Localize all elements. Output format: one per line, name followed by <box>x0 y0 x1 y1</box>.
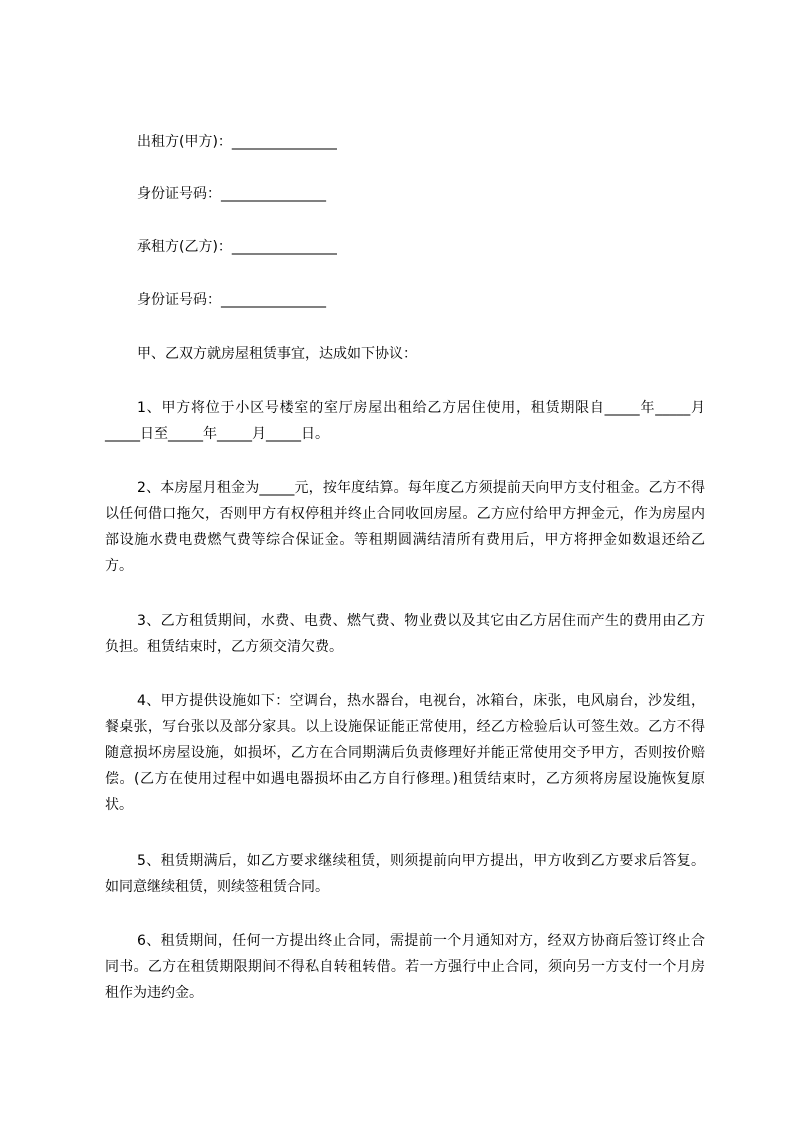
clause-3: 3、乙方租赁期间，水费、电费、燃气费、物业费以及其它由乙方居住而产生的费用由乙方负担。租赁结束时，乙方须交清欠费。 <box>105 613 705 655</box>
clause-1: 1、甲方将位于小区号楼室的室厅房屋出租给乙方居住使用，租赁期限自_____年_____月_____日至_____年_____月_____日。 <box>105 400 705 442</box>
agreement-intro: 甲、乙双方就房屋租赁事宜，达成如下协议： <box>137 346 417 362</box>
lessee-field: 承租方(乙方)：_______________ <box>137 239 337 255</box>
lessor-id-field: 身份证号码：_______________ <box>137 186 326 202</box>
clause-6: 6、租赁期间，任何一方提出终止合同，需提前一个月通知对方，经双方协商后签订终止合同书。乙方在租赁期限期间不得私自转租转借。若一方强行中止合同，须向另一方支付一个月房租作为违约金。 <box>105 933 705 1001</box>
lessee-id-field: 身份证号码：_______________ <box>137 292 326 308</box>
clause-2: 2、本房屋月租金为_____元，按年度结算。每年度乙方须提前天向甲方支付租金。乙方不得以任何借口拖欠，否则甲方有权停租并终止合同收回房屋。乙方应付给甲方押金元，作为房屋内部设施水费电费燃气费等综合保证金。等租期圆满结清所有费用后，甲方将押金如数退还给乙方。 <box>105 480 705 574</box>
clause-4: 4、甲方提供设施如下：空调台，热水器台，电视台，冰箱台，床张，电风扇台，沙发组，餐桌张，写台张以及部分家具。以上设施保证能正常使用，经乙方检验后认可签生效。乙方不得随意损坏房屋设施，如损坏，乙方在合同期满后负责修理好并能正常使用交予甲方，否则按价赔偿。(乙方在使用过程中如遇电器损坏由乙方自行修理。)租赁结束时，乙方须将房屋设施恢复原状。 <box>105 693 705 813</box>
clause-5: 5、租赁期满后，如乙方要求继续租赁，则须提前向甲方提出，甲方收到乙方要求后答复。如同意继续租赁，则续签租赁合同。 <box>105 853 705 895</box>
lessor-field: 出租方(甲方)：_______________ <box>137 134 337 150</box>
